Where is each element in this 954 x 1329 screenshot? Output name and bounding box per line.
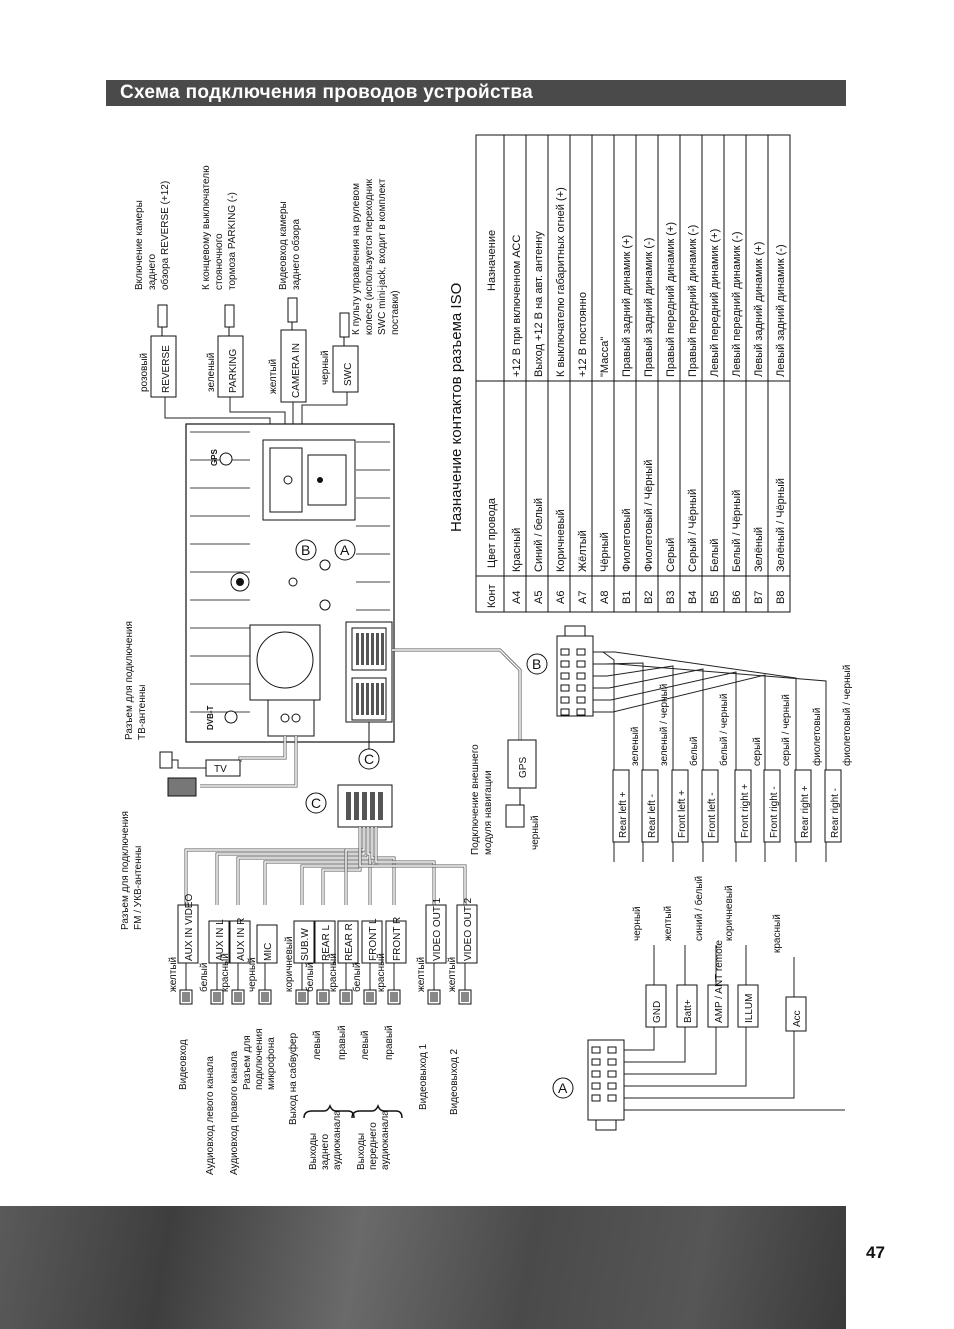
speaker-wire-label: Rear right + bbox=[800, 785, 811, 838]
camera-in-wire-color: желтый bbox=[268, 358, 279, 394]
rca-wire-color: красный bbox=[328, 953, 339, 992]
iso-table bbox=[448, 135, 790, 612]
reverse-label: REVERSE bbox=[161, 345, 172, 393]
iso-row-purpose: +12 В при включенном АСС bbox=[511, 234, 523, 377]
rca-label: MIC bbox=[263, 942, 274, 961]
desc-video-out1: Видеовыход 1 bbox=[418, 1043, 429, 1110]
tv-label: TV bbox=[214, 764, 227, 775]
speaker-wire-label: Rear left + bbox=[618, 791, 629, 838]
iso-row-contact: B1 bbox=[621, 590, 633, 604]
gps-module bbox=[392, 650, 541, 855]
desc-rear-group-2: заднего bbox=[320, 1133, 331, 1170]
iso-row-color: Серый bbox=[665, 537, 677, 572]
marker-b2-text: B bbox=[532, 656, 542, 672]
iso-row-contact: B8 bbox=[775, 590, 787, 604]
rca-label: SUB.W bbox=[300, 928, 311, 961]
power-wire-color: синий / белый bbox=[694, 875, 705, 941]
iso-row-purpose: Левый передний динамик (+) bbox=[709, 228, 721, 377]
dvbt-socket-text: DVB-T bbox=[206, 705, 215, 730]
iso-row-contact: A8 bbox=[599, 590, 611, 604]
marker-c2-text: C bbox=[311, 795, 322, 811]
camera-in-desc-2: заднего обзора bbox=[291, 218, 302, 290]
gps-plug-icon bbox=[506, 805, 524, 827]
iso-row-contact: B2 bbox=[643, 590, 655, 604]
desc-mic-2: подключения bbox=[254, 1028, 265, 1090]
tv-antenna-plug-icon bbox=[160, 752, 172, 768]
power-wire-label: AMP / ANT remote bbox=[714, 940, 725, 1023]
iso-row-color: Белый bbox=[709, 538, 721, 572]
iso-row-color: Белый / Чёрный bbox=[731, 489, 743, 572]
power-wire-color: коричневый bbox=[724, 885, 735, 941]
power-wire-line bbox=[624, 1047, 654, 1050]
swc-desc-4: поставки) bbox=[390, 290, 401, 335]
iso-row-contact: B7 bbox=[753, 590, 765, 604]
power-harness bbox=[553, 876, 845, 1130]
iso-row-color: Фиолетовый / Чёрный bbox=[643, 459, 655, 572]
iso-row-contact: B4 bbox=[687, 590, 699, 604]
swc-wire-color: черный bbox=[320, 350, 331, 385]
desc-rear-left: левый bbox=[312, 1030, 323, 1060]
rca-label: VIDEO OUT 1 bbox=[432, 897, 443, 961]
iso-row-purpose: Правый передний динамик (+) bbox=[665, 221, 677, 377]
parking-desc-3: тормоза PARKING (-) bbox=[227, 192, 238, 290]
antenna-jacks-block bbox=[268, 700, 314, 736]
reverse-plug-icon bbox=[158, 305, 167, 327]
fm-desc-1: Разъем для подключения bbox=[120, 811, 131, 930]
footer-band bbox=[0, 1206, 846, 1329]
power-wire-line bbox=[624, 1047, 716, 1074]
reverse-wire-color: розовый bbox=[139, 352, 150, 392]
power-wire-label: Batt+ bbox=[683, 999, 694, 1023]
tv-desc-2: ТВ-антенны bbox=[137, 684, 148, 740]
iso-row-color: Коричневый bbox=[555, 509, 567, 572]
rca-label: AUX IN VIDEO bbox=[184, 893, 195, 961]
desc-front-group-2: переднего bbox=[368, 1122, 379, 1170]
marker-b-text: B bbox=[301, 542, 311, 558]
rca-wire-color: белый bbox=[305, 962, 316, 992]
iso-row-contact: B5 bbox=[709, 590, 721, 604]
iso-header-purpose: Назначение bbox=[486, 229, 498, 291]
rca-wire-color: белый bbox=[199, 962, 210, 992]
iso-row-purpose: Правый задний динамик (+) bbox=[621, 234, 633, 377]
power-wire-label: ILLUM bbox=[744, 993, 755, 1023]
speaker-wire-label: Front left + bbox=[677, 789, 688, 838]
speaker-harness bbox=[527, 626, 853, 862]
power-wire-color: черный bbox=[632, 906, 643, 941]
reverse-desc-2: заднего bbox=[147, 253, 158, 290]
iso-row-contact: A5 bbox=[533, 590, 545, 604]
page-number: 47 bbox=[866, 1243, 885, 1262]
desc-video-out2: Видеовыход 2 bbox=[449, 1048, 460, 1115]
desc-rear-group-1: Выходы bbox=[308, 1132, 319, 1170]
iso-row-contact: B3 bbox=[665, 590, 677, 604]
speaker-wire-label: Front right - bbox=[769, 786, 780, 838]
desc-front-group-3: аудиоканала bbox=[380, 1110, 391, 1170]
iso-row-contact: A6 bbox=[555, 590, 567, 604]
rca-wire-color: желтый bbox=[447, 956, 458, 992]
gps-module-label: GPS bbox=[518, 756, 529, 778]
iso-row-contact: A7 bbox=[577, 590, 589, 604]
desc-front-group-1: Выходы bbox=[356, 1132, 367, 1170]
desc-audio-left: Аудиовход левого канала bbox=[205, 1056, 216, 1175]
power-wire-color: красный bbox=[772, 914, 783, 953]
speaker-wire-color: фиолетовый bbox=[812, 707, 823, 766]
swc-label: SWC bbox=[343, 362, 354, 386]
rca-label: REAR R bbox=[344, 923, 355, 961]
parking-desc-2: стояночного bbox=[214, 233, 225, 290]
speaker-wire-color: белый / черный bbox=[719, 693, 730, 766]
rca-wire-color: желтый bbox=[168, 956, 179, 992]
iso-row-color: Серый / Чёрный bbox=[687, 488, 699, 572]
iso-row-color: Зелёный / Чёрный bbox=[775, 478, 787, 572]
desc-mic-1: Разъем для bbox=[242, 1035, 253, 1090]
rca-label: FRONT L bbox=[368, 918, 379, 961]
iso-row-color: Синий / белый bbox=[533, 497, 545, 572]
swc-desc-2: колесе (используется переходник bbox=[364, 179, 375, 335]
rca-wire-color: коричневый bbox=[284, 936, 295, 992]
speaker-wire-color: серый bbox=[752, 737, 763, 766]
rca-wire-color: красный bbox=[220, 953, 231, 992]
gps-desc-1: Подключение внешнего bbox=[470, 744, 481, 855]
speaker-wire-color: зеленый bbox=[630, 726, 641, 766]
iso-row-purpose: Правый передний динамик (-) bbox=[687, 224, 699, 377]
iso-table-title: Назначение контактов разъема ISO bbox=[448, 282, 465, 532]
iso-row-purpose: Выход +12 В на авт. антенну bbox=[533, 231, 545, 377]
camera-in-label: CAMERA IN bbox=[291, 342, 302, 398]
iso-row-purpose: Левый задний динамик (-) bbox=[775, 244, 787, 377]
iso-row-purpose: +12 В постоянно bbox=[577, 292, 589, 377]
iso-header-color: Цвет провода bbox=[486, 497, 498, 568]
desc-rear-right: правый bbox=[337, 1025, 348, 1060]
top-connectors bbox=[134, 165, 401, 445]
speaker-wire-label: Rear right - bbox=[830, 787, 841, 838]
iso-row-purpose: Левый задний динамик (+) bbox=[753, 241, 765, 377]
desc-audio-right: Аудиовход правого канала bbox=[229, 1050, 240, 1175]
page-title: Схема подключения проводов устройства bbox=[120, 82, 534, 103]
rca-label: AUX IN R bbox=[236, 917, 247, 961]
gps-socket-text: GPS bbox=[210, 449, 219, 466]
desc-sub: Выход на сабвуфер bbox=[288, 1032, 299, 1125]
desc-front-left: левый bbox=[360, 1030, 371, 1060]
tv-desc-1: Разъем для подключения bbox=[124, 621, 135, 740]
desc-front-right: правый bbox=[384, 1025, 395, 1060]
desc-mic-3: микрофона bbox=[266, 1037, 277, 1090]
iso-row-color: Зелёный bbox=[753, 526, 765, 572]
iso-row-purpose: Правый задний динамик (-) bbox=[643, 237, 655, 377]
iso-row-color: Чёрный bbox=[599, 532, 611, 572]
power-wire-label: GND bbox=[652, 1000, 663, 1023]
rca-wire-color: белый bbox=[352, 962, 363, 992]
gps-wire-color: черный bbox=[530, 815, 541, 850]
reverse-desc-1: Включение камеры bbox=[134, 200, 145, 290]
speaker-wire-label: Front right + bbox=[740, 783, 751, 838]
iso-row-color: Красный bbox=[511, 527, 523, 572]
reverse-desc-3: обзора REVERSE (+12) bbox=[160, 180, 171, 290]
iso-row-color: Фиолетовый bbox=[621, 508, 633, 572]
rca-label: FRONT R bbox=[392, 916, 403, 961]
iso-header-contact: Конт bbox=[486, 584, 498, 608]
power-wire-label: Acc bbox=[792, 1010, 803, 1027]
rca-label: AUX IN L bbox=[215, 919, 226, 961]
iso-row-purpose: "Масса" bbox=[599, 336, 611, 377]
marker-a-text: A bbox=[340, 542, 350, 558]
fm-antenna-plug-icon bbox=[168, 778, 196, 796]
speaker-wire-color: белый bbox=[689, 736, 700, 766]
swc-plug-icon bbox=[340, 313, 349, 337]
fan-icon bbox=[257, 632, 313, 688]
rca-wire-color: желтый bbox=[416, 956, 427, 992]
speaker-wire-label: Rear left - bbox=[647, 794, 658, 838]
iso-row-purpose: Левый передний динамик (-) bbox=[731, 231, 743, 377]
parking-label: PARKING bbox=[228, 348, 239, 393]
rca-harness bbox=[168, 785, 477, 1004]
iso-row-purpose: К выключателю габаритных огней (+) bbox=[555, 187, 567, 377]
desc-rear-group-3: аудиоканала bbox=[332, 1110, 343, 1170]
desc-video-in: Видеовход bbox=[178, 1039, 189, 1090]
iso-row-color: Жёлтый bbox=[577, 530, 589, 572]
camera-in-desc-1: Видеовход камеры bbox=[278, 201, 289, 290]
tv-antenna-socket-icon bbox=[225, 711, 237, 723]
speaker-wire-color: фиолетовый / черный bbox=[842, 664, 853, 766]
gps-antenna-socket-icon bbox=[220, 453, 232, 465]
parking-plug-icon bbox=[225, 305, 234, 327]
parking-wire-color: зеленый bbox=[206, 352, 217, 392]
swc-desc-1: К пульту управления на рулевом bbox=[351, 183, 362, 335]
rca-wire-color: черный bbox=[247, 957, 258, 992]
camera-in-plug-icon bbox=[288, 298, 297, 322]
marker-c-text: C bbox=[364, 751, 375, 767]
head-unit bbox=[186, 424, 394, 769]
iso-row-contact: A4 bbox=[511, 590, 523, 604]
speaker-wire-label: Front left - bbox=[707, 792, 718, 838]
speaker-wire-color: серый / черный bbox=[781, 694, 792, 766]
rca-label: REAR L bbox=[321, 924, 332, 961]
iso-row-contact: B6 bbox=[731, 590, 743, 604]
parking-desc-1: К концевому выключателю bbox=[201, 165, 212, 290]
speaker-wire-line bbox=[593, 652, 614, 862]
rca-descriptions bbox=[178, 1025, 460, 1175]
fm-desc-2: FM / УКВ-антенны bbox=[133, 845, 144, 930]
rca-wire-color: красный bbox=[376, 953, 387, 992]
marker-a2-text: A bbox=[558, 1080, 568, 1096]
swc-desc-3: SWC mini-jack, входит в комплект bbox=[377, 178, 388, 335]
gps-desc-2: модуля навигации bbox=[483, 770, 494, 855]
power-wire-color: желтый bbox=[663, 905, 674, 941]
rca-label: VIDEO OUT 2 bbox=[463, 897, 474, 961]
speaker-wire-color: зеленый / черный bbox=[659, 683, 670, 766]
